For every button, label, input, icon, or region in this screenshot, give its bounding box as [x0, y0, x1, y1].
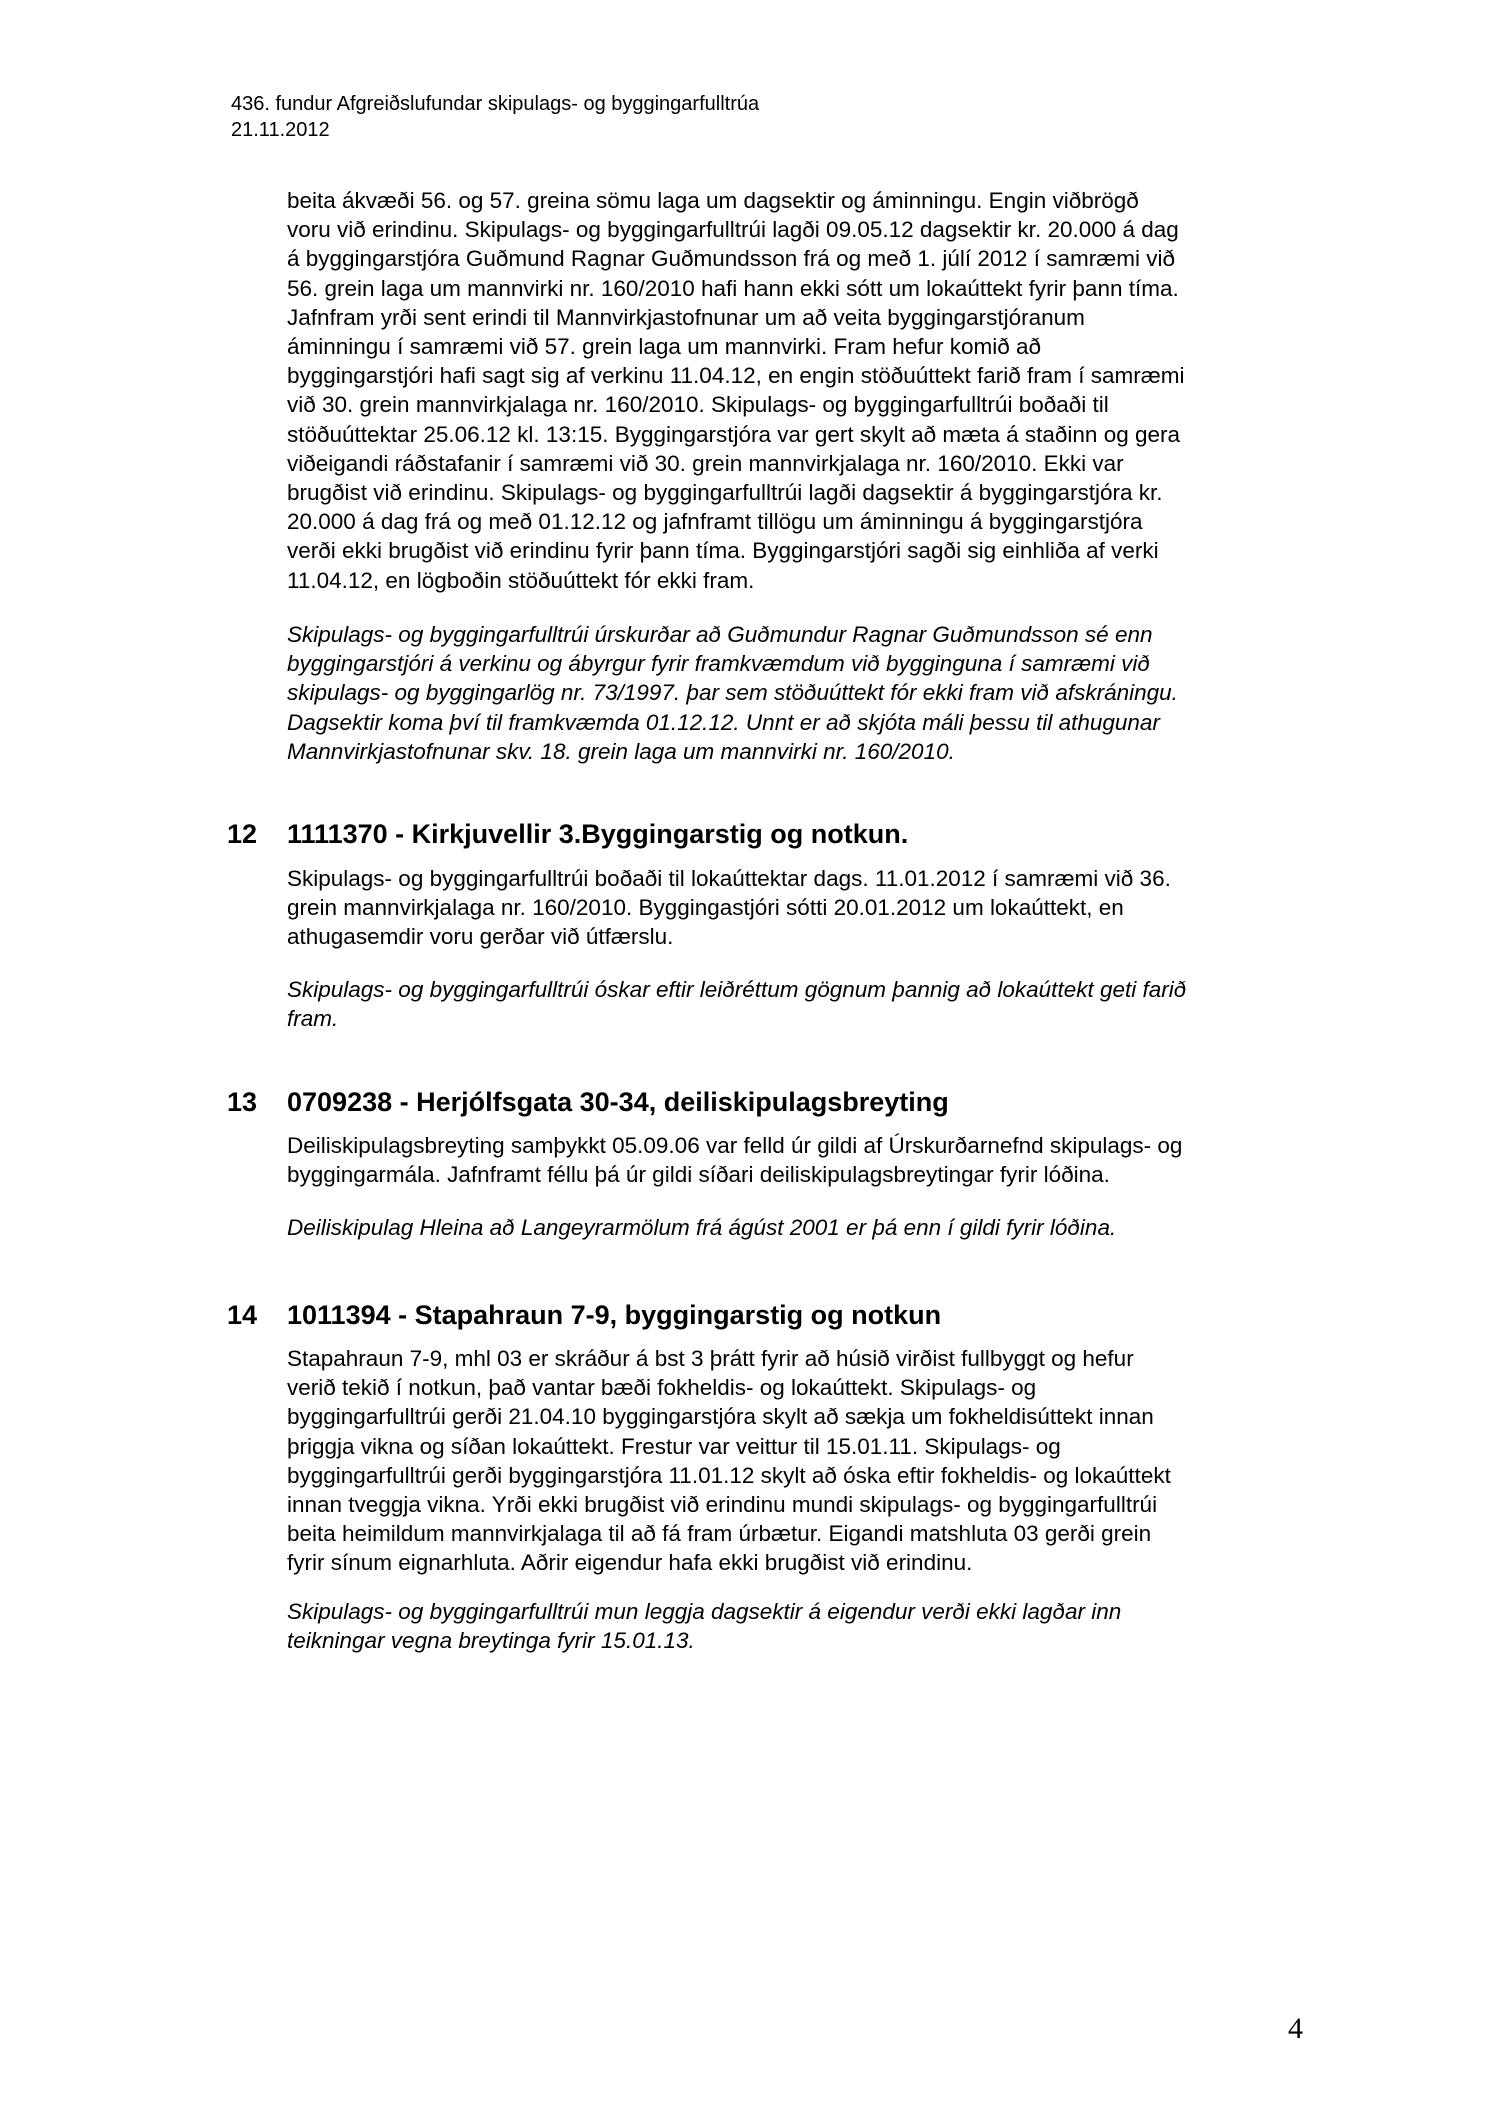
- agenda-item-12-body: Skipulags- og byggingarfulltrúi boðaði til lokaúttektar dags. 11.01.2012 í samræmi við 36. grein mannvirkjalaga nr. 160/2010. Byggingastjóri sótti 20.01.2012 um lokaúttekt, en athugasemdir voru gerðar við útfærslu.: [287, 866, 1171, 950]
- continuation-body: beita ákvæði 56. og 57. greina sömu laga um dagsektir og áminningu. Engin viðbrögð voru við erindinu. Skipulags- og byggingarfulltrúi lagði 09.05.12 dagsektir kr. 20.000 á dag á byggingarstjóra Guðmund Ragnar Guðmundsson frá og með 1. júlí 2012 í samræmi við 56. grein laga um mannvirki nr. 160/2010 hafi hann ekki sótt um lokaúttekt fyrir þann tíma. Jafnfram yrði sent erindi til Mannvirkjastofnunar um að veita byggingarstjóranum áminningu í samræmi við 57. grein laga um mannvirki. Fram hefur komið að byggingarstjóri hafi sagt sig af verkinu 11.04.12, en engin stöðuúttekt farið fram í samræmi við 30. grein mannvirkjalaga nr. 160/2010. Skipulags- og byggingarfulltrúi boðaði til stöðuúttektar 25.06.12 kl. 13:15. Byggingarstjóra var gert skylt að mæta á staðinn og gera viðeigandi ráðstafanir í samræmi við 30. grein mannvirkjalaga nr. 160/2010. Ekki var brugðist við erindinu. Skipulags- og byggingarfulltrúi lagði dagsektir á byggingarstjóra kr. 20.000 á dag frá og með 01.12.12 og jafnframt tillögu um áminningu á byggingarstjóra verði ekki brugðist við erindinu fyrir þann tíma. Byggingarstjóri sagði sig einhliða af verki 11.04.12, en lögboðin stöðuúttekt fór ekki fram.: [287, 188, 1185, 593]
- document-header-date: 21.11.2012: [231, 119, 330, 141]
- agenda-item-12-heading: [227, 818, 908, 850]
- agenda-item-title: 1111370 - Kirkjuvellir 3.Byggingarstig og notkun.: [287, 819, 909, 849]
- page-number: 4: [1288, 2012, 1303, 2045]
- agenda-item-14-body: Stapahraun 7-9, mhl 03 er skráður á bst 3 þrátt fyrir að húsið virðist fullbyggt og hefur verið tekið í notkun, það vantar bæði fokheldis- og lokaúttekt. Skipulags- og byggingarfulltrúi gerði 21.04.10 byggingarstjóra skylt að sækja um fokheldisúttekt innan þriggja vikna og síðan lokaúttekt. Frestur var veittur til 15.01.11. Skipulags- og byggingarfulltrúi gerði byggingarstjóra 11.01.12 skylt að óska eftir fokheldis- og lokaúttekt innan tveggja vikna. Yrði ekki brugðist við erindinu mundi skipulags- og byggingarfulltrúi beita heimildum mannvirkjalaga til að fá fram úrbætur. Eigandi matshluta 03 gerði grein fyrir sínum eignarhluta. Aðrir eigendur hafa ekki brugðist við erindinu.: [287, 1346, 1171, 1576]
- agenda-item-14-decision: Skipulags- og byggingarfulltrúi mun leggja dagsektir á eigendur verði ekki lagðar inn teikningar vegna breytinga fyrir 15.01.13.: [287, 1599, 1122, 1654]
- agenda-item-12-decision: Skipulags- og byggingarfulltrúi óskar eftir leiðréttum gögnum þannig að lokaúttekt geti farið fram.: [287, 977, 1187, 1032]
- agenda-item-number: 14: [227, 1300, 258, 1330]
- agenda-item-number: 13: [227, 1087, 258, 1117]
- agenda-item-14-heading: [227, 1299, 941, 1331]
- agenda-item-title: 0709238 - Herjólfsgata 30-34, deiliskipulagsbreyting: [287, 1087, 949, 1117]
- document-header-title: 436. fundur Afgreiðslufundar skipulags- og byggingarfulltrúa: [231, 93, 760, 115]
- continuation-decision: Skipulags- og byggingarfulltrúi úrskurðar að Guðmundur Ragnar Guðmundsson sé enn byggingarstjóri á verkinu og ábyrgur fyrir framkvæmdum við bygginguna í samræmi við skipulags- og byggingarlög nr. 73/1997. þar sem stöðuúttekt fór ekki fram við afskráningu. Dagsektir koma því til framkvæmda 01.12.12. Unnt er að skjóta máli þessu til athugunar Mannvirkjastofnunar skv. 18. grein laga um mannvirki nr. 160/2010.: [287, 622, 1178, 764]
- agenda-item-title: 1011394 - Stapahraun 7-9, byggingarstig og notkun: [287, 1300, 942, 1330]
- agenda-item-number: 12: [227, 819, 258, 849]
- agenda-item-13-decision: Deiliskipulag Hleina að Langeyrarmölum frá ágúst 2001 er þá enn í gildi fyrir lóðina.: [287, 1215, 1117, 1240]
- agenda-item-13-heading: [227, 1086, 949, 1118]
- agenda-item-13-body: Deiliskipulagsbreyting samþykkt 05.09.06 var felld úr gildi af Úrskurðarnefnd skipulags- og byggingarmála. Jafnframt féllu þá úr gildi síðari deiliskipulagsbreytingar fyrir lóðina.: [287, 1133, 1183, 1188]
